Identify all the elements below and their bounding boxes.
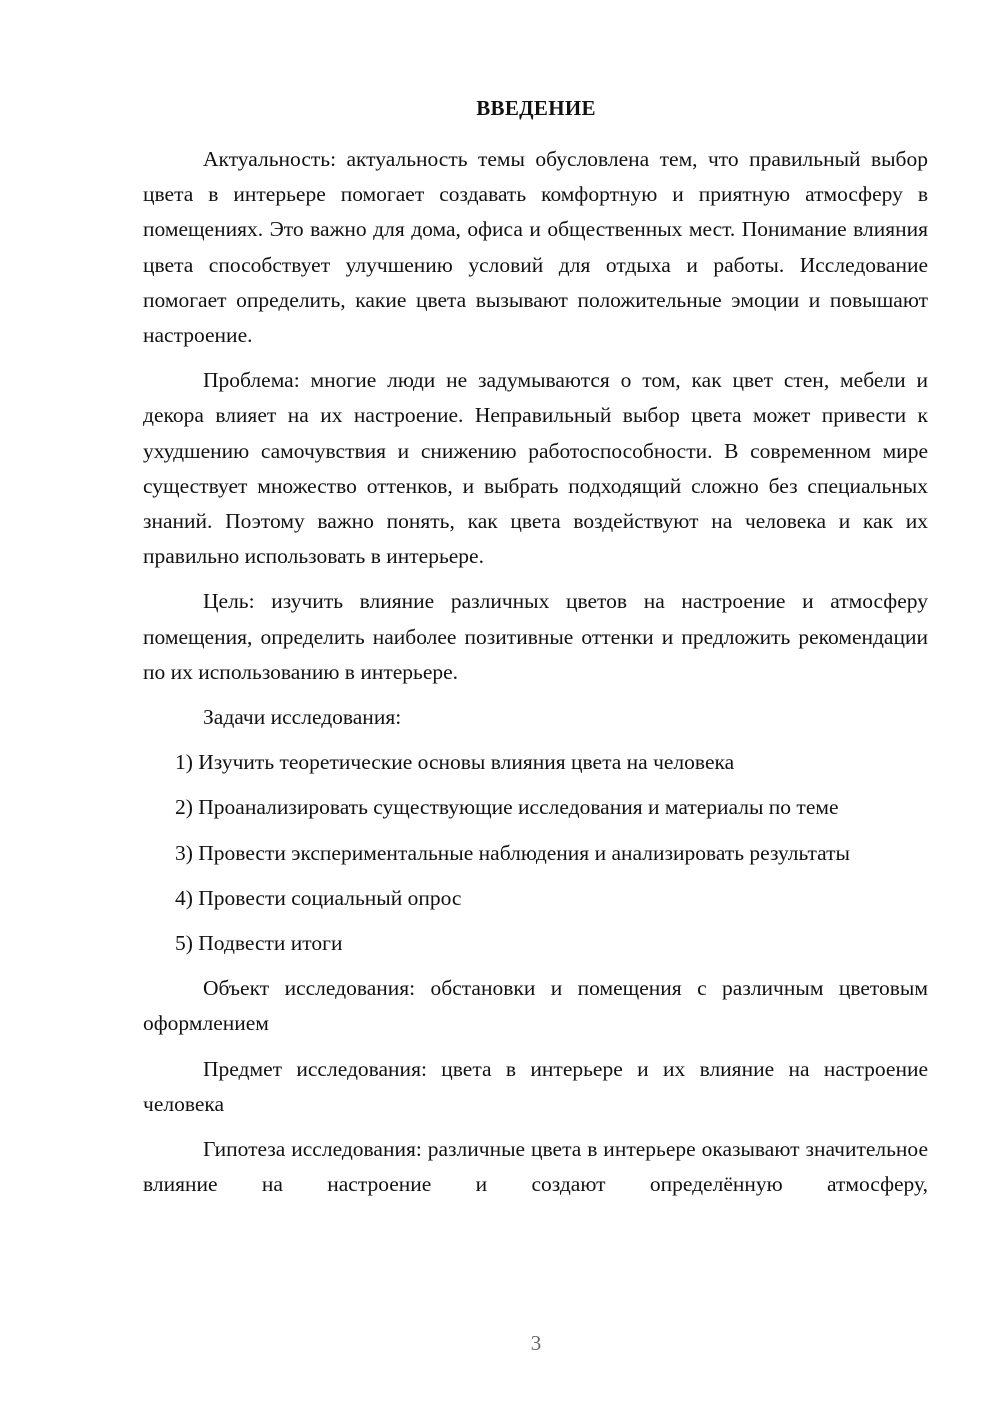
section-heading: ВВЕДЕНИЕ [476, 96, 596, 120]
paragraph-object: Объект исследования: обстановки и помещения с различным цветовым оформлением [143, 976, 928, 1036]
paragraph-tasks-heading: Задачи исследования: [203, 705, 402, 730]
task-item-3: 3) Провести экспериментальные наблюдения и анализировать результаты [175, 840, 851, 865]
task-item-2: 2) Проанализировать существующие исследования и материалы по теме [175, 795, 839, 820]
body-text [143, 142, 928, 1202]
paragraph-problem: Проблема: многие люди не задумываются о том, как цвет стен, мебели и декора влияет на их настроение. Неправильный выбор цвета может привести к ухудшению самочувствия и снижению работоспособности. В современном мире существует множество оттенков, и выбрать подходящий сложно без специальных знаний. Поэтому важно понять, как цвета воздействуют на человека и как их правильно использовать в интерьере. [143, 368, 928, 569]
task-item-1: 1) Изучить теоретические основы влияния цвета на человека [175, 750, 735, 775]
paragraph-subject: Предмет исследования: цвета в интерьере и их влияние на настроение человека [143, 1056, 928, 1116]
paragraph-hypothesis: Гипотеза исследования: различные цвета в интерьере оказывают значительное влияние на настроение и создают определённую атмосферу, [143, 1137, 928, 1197]
paragraph-relevance: Актуальность: актуальность темы обусловлена тем, что правильный выбор цвета в интерьере помогает создавать комфортную и приятную атмосферу в помещениях. Это важно для дома, офиса и общественных мест. Понимание влияния цвета способствует улучшению условий для отдыха и работы. Исследование помогает определить, какие цвета вызывают положительные эмоции и повышают настроение. [143, 147, 928, 348]
paragraph-goal: Цель: изучить влияние различных цветов на настроение и атмосферу помещения, определить наиболее позитивные оттенки и предложить рекомендации по их использованию в интерьере. [143, 589, 928, 684]
task-item-5: 5) Подвести итоги [175, 931, 343, 956]
task-item-4: 4) Провести социальный опрос [175, 885, 462, 910]
page-number: 3 [530, 1331, 542, 1355]
